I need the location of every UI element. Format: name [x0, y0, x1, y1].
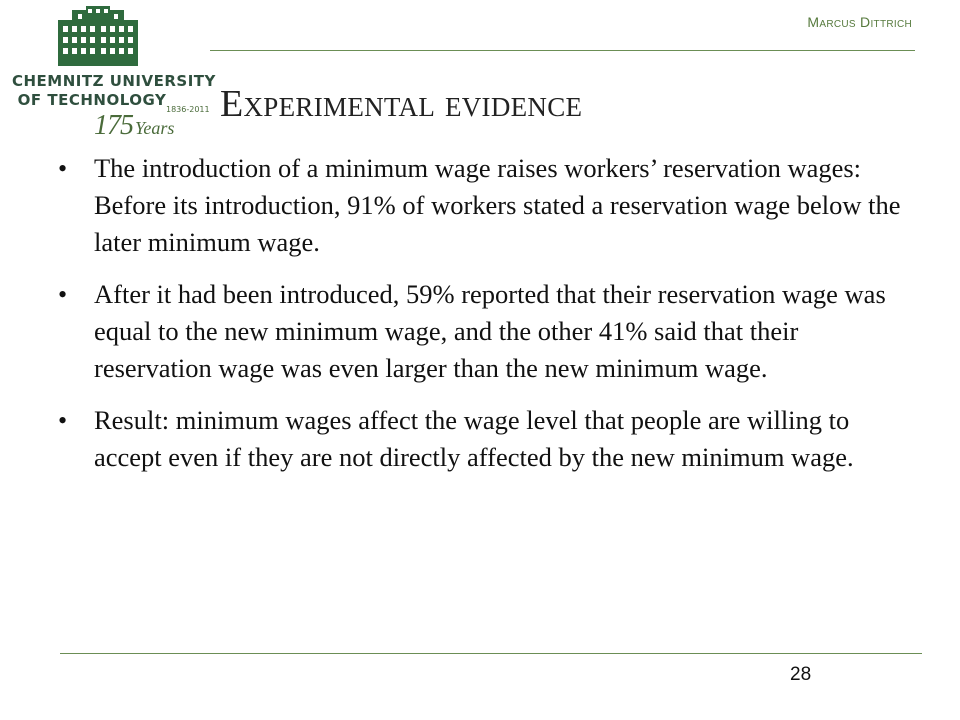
author-name: Marcus Dittrich — [807, 14, 912, 30]
bullet-icon: • — [58, 406, 68, 435]
bullet-icon: • — [58, 280, 68, 309]
header-divider — [210, 50, 915, 51]
bullet-text: Result: minimum wages affect the wage level that people are willing to accept even if they are not directly affected by the new minimum wage. — [94, 405, 854, 472]
anniversary-mark — [94, 110, 174, 142]
anniversary-range: 1836-2011 — [166, 105, 210, 114]
list-item — [58, 276, 918, 387]
bullet-text: After it had been introduced, 59% reported that their reservation wage was equal to the new minimum wage, and the other 41% said that their reservation wage was even larger than the new minimum wage. — [94, 279, 886, 383]
building-icon — [58, 6, 138, 66]
university-logo — [8, 6, 216, 146]
anniversary-number: 175 — [94, 110, 133, 141]
bullet-text: The introduction of a minimum wage raises workers’ reservation wages: Before its introduction, 91% of workers stated a reservation wage below the later minimum wage. — [94, 153, 901, 257]
bullet-list — [58, 150, 918, 491]
list-item — [58, 150, 918, 261]
slide-title: Experimental evidence — [220, 83, 583, 125]
anniversary-word: Years — [135, 118, 175, 138]
page-number: 28 — [790, 664, 812, 685]
bullet-icon: • — [58, 154, 68, 183]
university-name-line2: OF TECHNOLOGY — [17, 91, 167, 109]
list-item — [58, 402, 918, 476]
university-name-line1: CHEMNITZ UNIVERSITY — [12, 72, 216, 90]
footer-divider — [60, 653, 922, 654]
